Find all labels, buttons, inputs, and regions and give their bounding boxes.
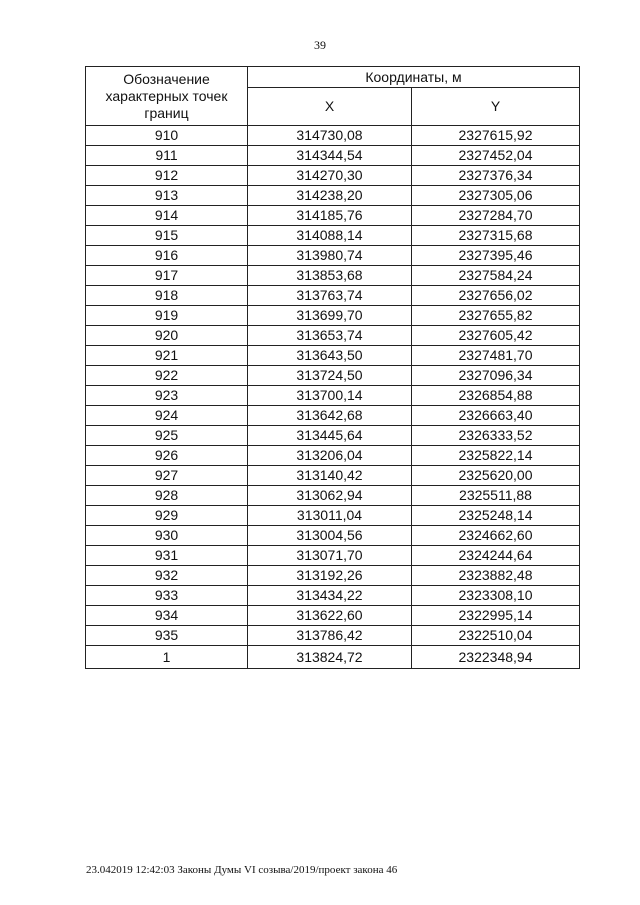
cell-x: 313724,50 xyxy=(248,366,412,386)
cell-x: 313622,60 xyxy=(248,606,412,626)
cell-y: 2326854,88 xyxy=(412,386,580,406)
cell-point: 933 xyxy=(86,586,248,606)
cell-x: 313062,94 xyxy=(248,486,412,506)
table-row xyxy=(86,206,580,226)
cell-point: 916 xyxy=(86,246,248,266)
cell-x: 313786,42 xyxy=(248,626,412,646)
cell-x: 313643,50 xyxy=(248,346,412,366)
cell-y: 2327395,46 xyxy=(412,246,580,266)
cell-point: 915 xyxy=(86,226,248,246)
table-row xyxy=(86,566,580,586)
cell-y: 2325620,00 xyxy=(412,466,580,486)
table-row xyxy=(86,526,580,546)
table-row xyxy=(86,246,580,266)
cell-point: 914 xyxy=(86,206,248,226)
cell-y: 2327656,02 xyxy=(412,286,580,306)
cell-x: 313763,74 xyxy=(248,286,412,306)
cell-point: 928 xyxy=(86,486,248,506)
cell-point: 921 xyxy=(86,346,248,366)
table-row xyxy=(86,486,580,506)
cell-y: 2327481,70 xyxy=(412,346,580,366)
table-row xyxy=(86,506,580,526)
table-row xyxy=(86,646,580,669)
cell-point: 923 xyxy=(86,386,248,406)
table-row xyxy=(86,346,580,366)
table-row xyxy=(86,126,580,146)
table-row xyxy=(86,586,580,606)
cell-point: 932 xyxy=(86,566,248,586)
table-row xyxy=(86,446,580,466)
cell-y: 2324662,60 xyxy=(412,526,580,546)
table-row xyxy=(86,266,580,286)
table-row xyxy=(86,226,580,246)
cell-x: 313192,26 xyxy=(248,566,412,586)
cell-point: 931 xyxy=(86,546,248,566)
cell-point: 927 xyxy=(86,466,248,486)
footer-stamp: 23.042019 12:42:03 Законы Думы VI созыва/2019/проект закона 46 xyxy=(86,864,398,876)
cell-x: 313642,68 xyxy=(248,406,412,426)
cell-y: 2327615,92 xyxy=(412,126,580,146)
table-row xyxy=(86,306,580,326)
cell-point: 917 xyxy=(86,266,248,286)
cell-x: 313700,14 xyxy=(248,386,412,406)
cell-y: 2327315,68 xyxy=(412,226,580,246)
cell-x: 314185,76 xyxy=(248,206,412,226)
cell-point: 910 xyxy=(86,126,248,146)
cell-x: 313071,70 xyxy=(248,546,412,566)
table-row xyxy=(86,366,580,386)
cell-y: 2325511,88 xyxy=(412,486,580,506)
cell-point: 935 xyxy=(86,626,248,646)
cell-y: 2323308,10 xyxy=(412,586,580,606)
cell-point: 920 xyxy=(86,326,248,346)
cell-x: 313824,72 xyxy=(248,646,412,669)
table-row xyxy=(86,386,580,406)
coordinates-table xyxy=(85,66,580,669)
cell-x: 314730,08 xyxy=(248,126,412,146)
cell-y: 2327584,24 xyxy=(412,266,580,286)
table-row xyxy=(86,286,580,306)
cell-x: 313980,74 xyxy=(248,246,412,266)
cell-x: 313653,74 xyxy=(248,326,412,346)
page-number: 39 xyxy=(314,38,326,52)
cell-x: 314270,30 xyxy=(248,166,412,186)
table-row xyxy=(86,546,580,566)
cell-y: 2327452,04 xyxy=(412,146,580,166)
cell-x: 314344,54 xyxy=(248,146,412,166)
cell-y: 2326663,40 xyxy=(412,406,580,426)
cell-y: 2323882,48 xyxy=(412,566,580,586)
table-row xyxy=(86,146,580,166)
cell-y: 2322510,04 xyxy=(412,626,580,646)
cell-x: 313853,68 xyxy=(248,266,412,286)
cell-point: 911 xyxy=(86,146,248,166)
cell-point: 913 xyxy=(86,186,248,206)
cell-y: 2325248,14 xyxy=(412,506,580,526)
cell-y: 2325822,14 xyxy=(412,446,580,466)
cell-y: 2324244,64 xyxy=(412,546,580,566)
table-row xyxy=(86,326,580,346)
cell-point: 930 xyxy=(86,526,248,546)
cell-y: 2327305,06 xyxy=(412,186,580,206)
cell-y: 2327376,34 xyxy=(412,166,580,186)
cell-y: 2326333,52 xyxy=(412,426,580,446)
cell-y: 2327605,42 xyxy=(412,326,580,346)
cell-point: 912 xyxy=(86,166,248,186)
table-row xyxy=(86,186,580,206)
header-point-label: Обозначение характерных точек границ xyxy=(86,67,248,126)
cell-x: 313434,22 xyxy=(248,586,412,606)
cell-x: 313699,70 xyxy=(248,306,412,326)
cell-point: 922 xyxy=(86,366,248,386)
cell-y: 2322348,94 xyxy=(412,646,580,669)
cell-y: 2327096,34 xyxy=(412,366,580,386)
cell-point: 926 xyxy=(86,446,248,466)
cell-x: 313140,42 xyxy=(248,466,412,486)
cell-x: 313011,04 xyxy=(248,506,412,526)
cell-x: 314238,20 xyxy=(248,186,412,206)
table-body xyxy=(86,126,580,669)
table-row xyxy=(86,466,580,486)
cell-point: 934 xyxy=(86,606,248,626)
cell-point: 929 xyxy=(86,506,248,526)
table-row xyxy=(86,426,580,446)
table-row xyxy=(86,606,580,626)
cell-point: 918 xyxy=(86,286,248,306)
header-coordinates-label: Координаты, м xyxy=(248,67,580,88)
cell-point: 924 xyxy=(86,406,248,426)
cell-point: 1 xyxy=(86,646,248,669)
cell-x: 313004,56 xyxy=(248,526,412,546)
header-x-label: X xyxy=(248,88,412,126)
cell-y: 2322995,14 xyxy=(412,606,580,626)
cell-y: 2327284,70 xyxy=(412,206,580,226)
cell-y: 2327655,82 xyxy=(412,306,580,326)
cell-x: 313445,64 xyxy=(248,426,412,446)
table-row xyxy=(86,626,580,646)
cell-x: 314088,14 xyxy=(248,226,412,246)
table-row xyxy=(86,406,580,426)
cell-point: 919 xyxy=(86,306,248,326)
cell-point: 925 xyxy=(86,426,248,446)
table-row xyxy=(86,166,580,186)
cell-x: 313206,04 xyxy=(248,446,412,466)
header-y-label: Y xyxy=(412,88,580,126)
